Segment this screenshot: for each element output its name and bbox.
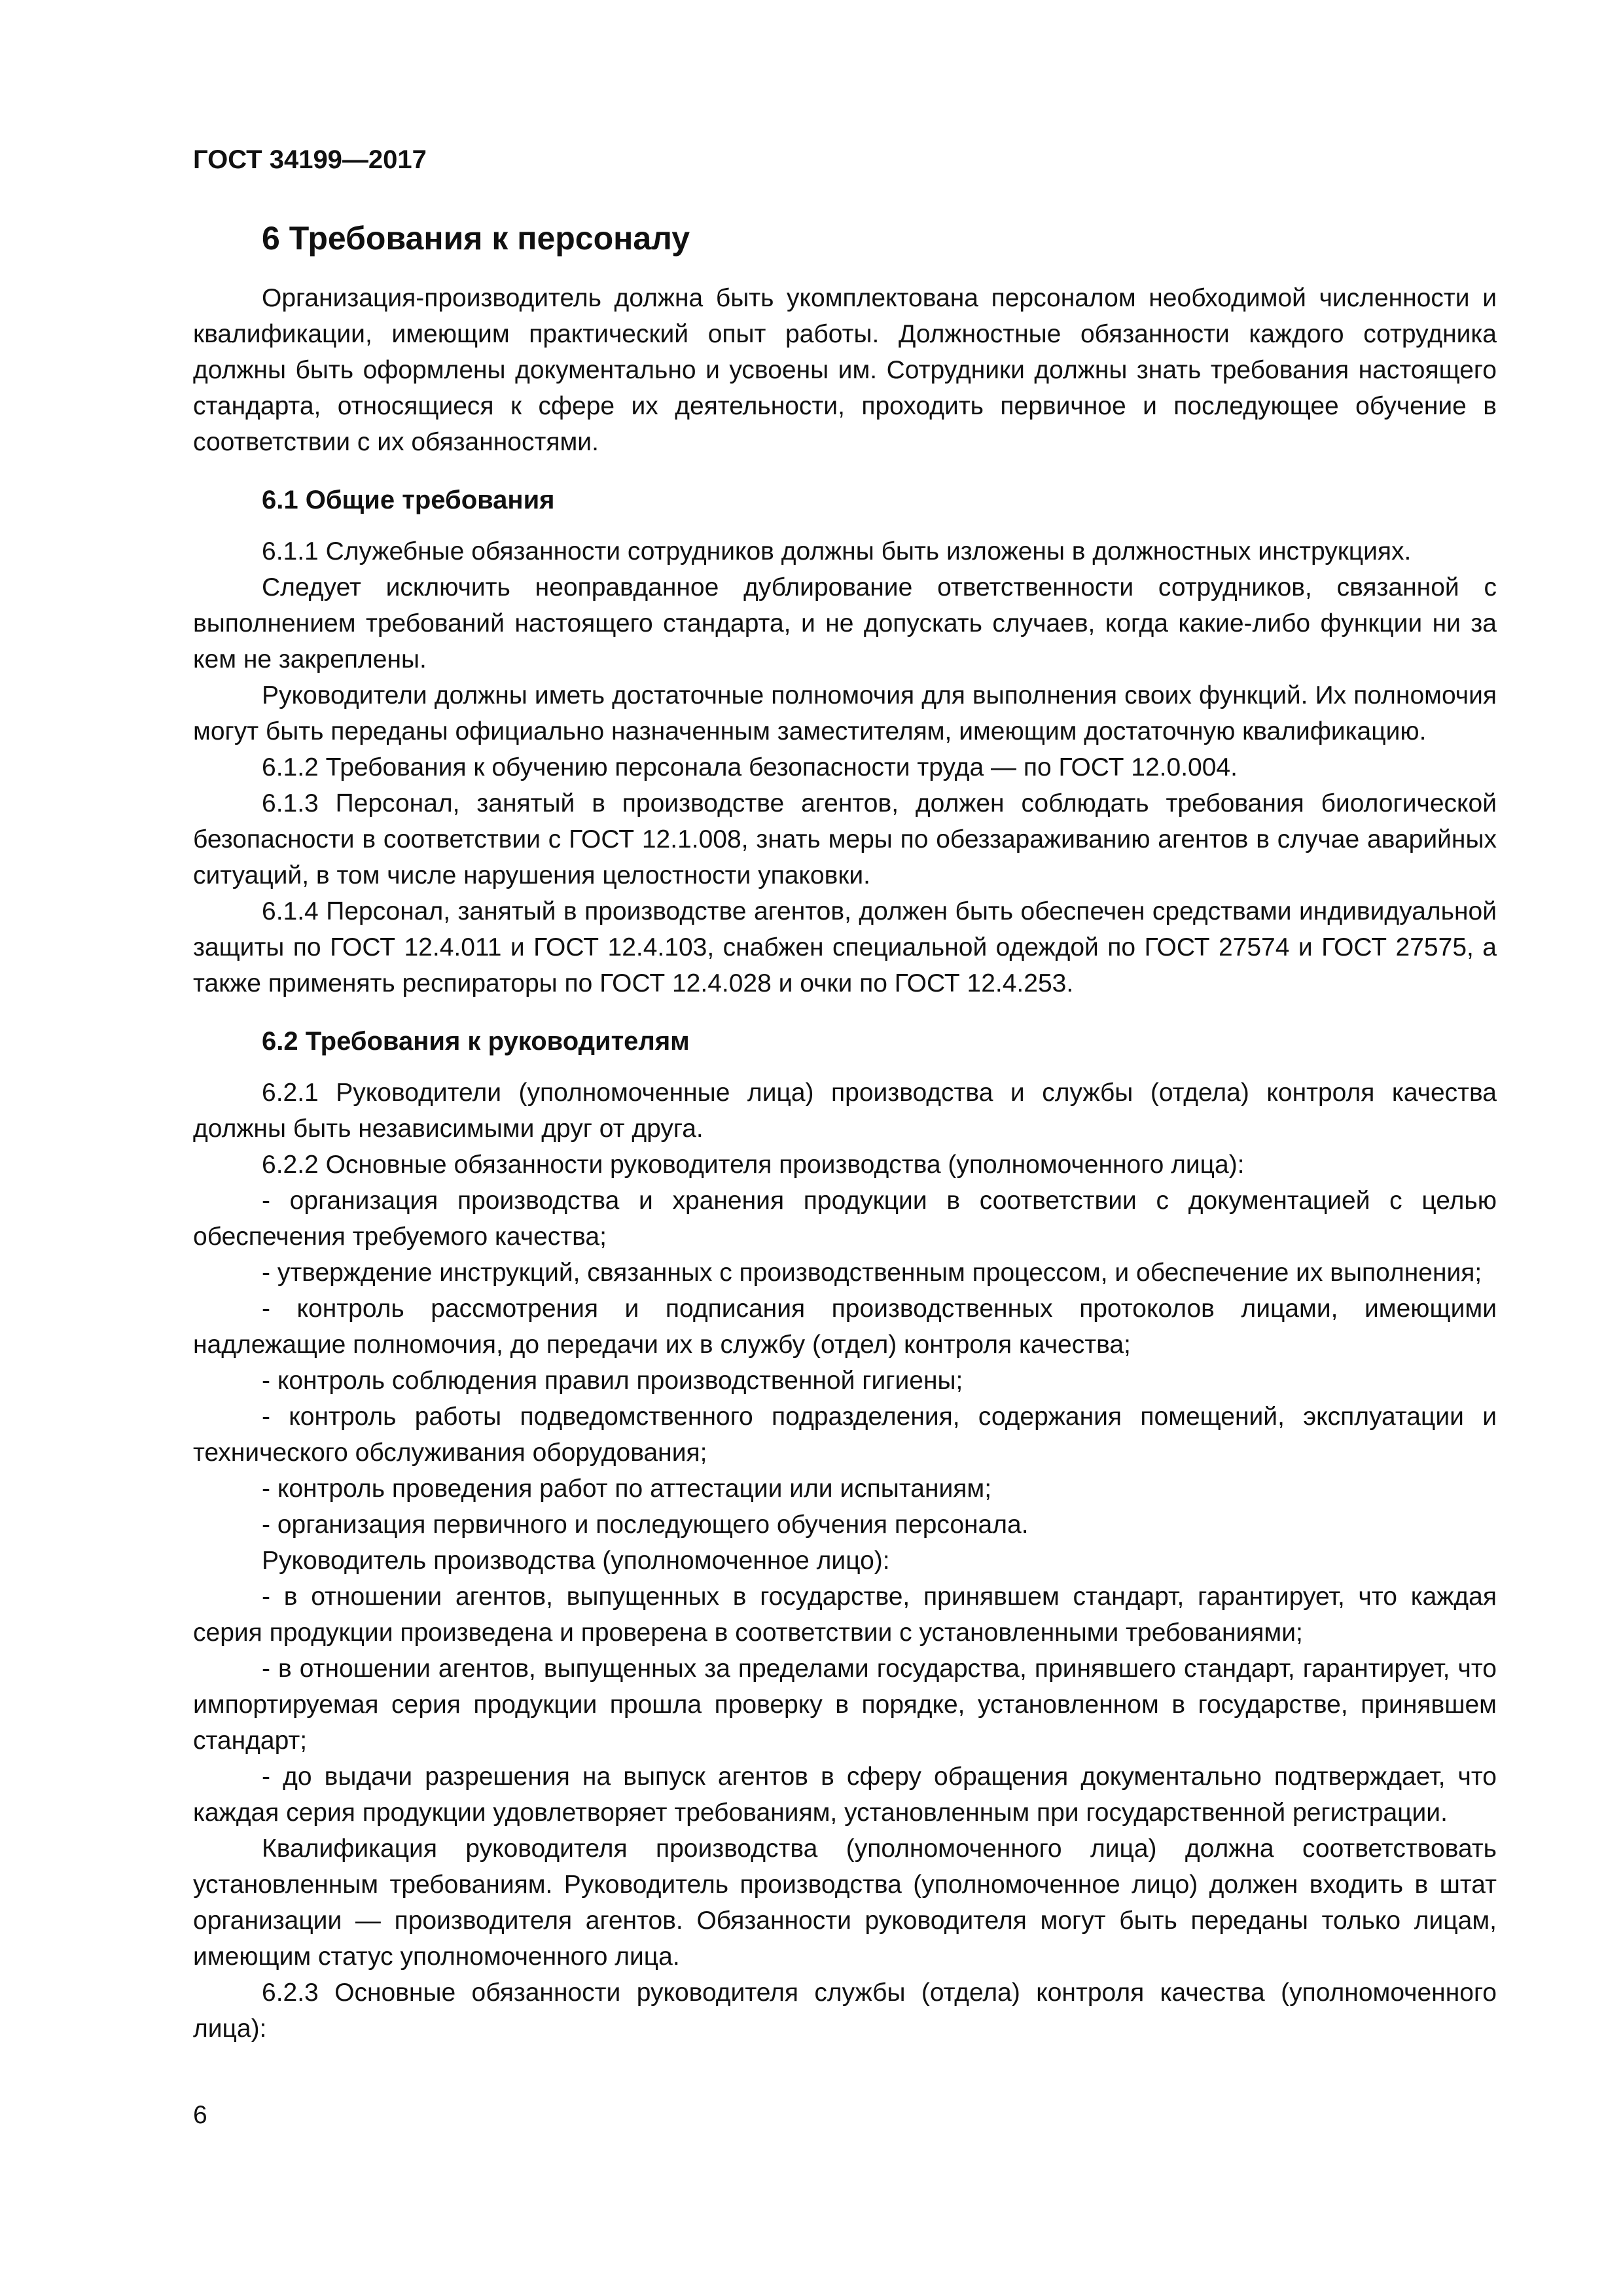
paragraph: 6.1.3 Персонал, занятый в производстве агентов, должен соблюдать требования биологической безопасности в соответствии с ГОСТ 12.1.008, знать меры по обеззараживанию агентов в случае аварийных ситуаций, в том числе нарушения целостности упаковки. — [193, 789, 1497, 889]
list-item: - организация первичного и последующего обучения персонала. — [262, 1511, 1029, 1539]
section-intro-paragraph: Организация-производитель должна быть укомплектована персоналом необходимой численности и квалификации, имеющим практический опыт работы. Должностные обязанности каждого сотрудника должны быть оформлены документально и усвоены им. Сотрудники должны знать требования настоящего стандарта, относящиеся к сфере их деятельности, проходить первичное и последующее обучение в соответствии с их обязанностями. — [193, 284, 1497, 456]
list-item: - контроль соблюдения правил производственной гигиены; — [262, 1367, 963, 1395]
paragraph: Руководители должны иметь достаточные полномочия для выполнения своих функций. Их полномочия могут быть переданы официально назначенным заместителям, имеющим достаточную квалификацию. — [193, 681, 1497, 745]
paragraph: 6.1.1 Служебные обязанности сотрудников должны быть изложены в должностных инструкциях. — [262, 537, 1412, 565]
list-item: - контроль работы подведомственного подразделения, содержания помещений, эксплуатации и технического обслуживания оборудования; — [193, 1403, 1497, 1467]
document-code: ГОСТ 34199—2017 — [193, 145, 427, 174]
list-item: - до выдачи разрешения на выпуск агентов в сферу обращения документально подтверждает, что каждая серия продукции удовлетворяет требованиям, установленным при государственной регистрации. — [193, 1763, 1497, 1827]
page-number: 6 — [193, 2101, 207, 2129]
list-item: - в отношении агентов, выпущенных в государстве, принявшем стандарт, гарантирует, что каждая серия продукции произведена и проверена в соответствии с установленными требованиями; — [193, 1583, 1497, 1647]
paragraph: 6.1.2 Требования к обучению персонала безопасности труда — по ГОСТ 12.0.004. — [262, 753, 1238, 781]
list-item: - в отношении агентов, выпущенных за пределами государства, принявшего стандарт, гарантирует, что импортируемая серия продукции прошла проверку в порядке, установленном в государстве, принявшем стандарт; — [193, 1655, 1497, 1755]
list-item: - утверждение инструкций, связанных с производственным процессом, и обеспечение их выполнения; — [262, 1259, 1482, 1287]
list-item: - организация производства и хранения продукции в соответствии с документацией с целью обеспечения требуемого качества; — [193, 1187, 1497, 1251]
paragraph: Руководитель производства (уполномоченное лицо): — [262, 1547, 890, 1575]
document-page — [193, 144, 1497, 2047]
list-item: - контроль проведения работ по аттестации или испытаниям; — [262, 1475, 992, 1503]
subsection-title-general: 6.1 Общие требования — [262, 486, 555, 514]
list-item: - контроль рассмотрения и подписания производственных протоколов лицами, имеющими надлежащие полномочия, до передачи их в службу (отдел) контроля качества; — [193, 1295, 1497, 1359]
paragraph: 6.2.3 Основные обязанности руководителя службы (отдела) контроля качества (уполномоченного лица): — [193, 1979, 1497, 2043]
paragraph: 6.1.4 Персонал, занятый в производстве агентов, должен быть обеспечен средствами индивидуальной защиты по ГОСТ 12.4.011 и ГОСТ 12.4.103, снабжен специальной одеждой по ГОСТ 27574 и ГОСТ 27575, а также применять респираторы по ГОСТ 12.4.028 и очки по ГОСТ 12.4.253. — [193, 897, 1497, 997]
section-title: 6 Требования к персоналу — [262, 220, 690, 257]
subsection-title-managers: 6.2 Требования к руководителям — [262, 1027, 690, 1056]
paragraph: 6.2.1 Руководители (уполномоченные лица) производства и службы (отдела) контроля качества должны быть независимыми друг от друга. — [193, 1079, 1497, 1143]
paragraph: Квалификация руководителя производства (уполномоченного лица) должна соответствовать установленным требованиям. Руководитель производства (уполномоченное лицо) должен входить в штат организации — производителя агентов. Обязанности руководителя могут быть переданы только лицам, имеющим статус уполномоченного лица. — [193, 1835, 1497, 1971]
paragraph: 6.2.2 Основные обязанности руководителя производства (уполномоченного лица): — [262, 1151, 1245, 1179]
paragraph: Следует исключить неоправданное дублирование ответственности сотрудников, связанной с выполнением требований настоящего стандарта, и не допускать случаев, когда какие-либо функции ни за кем не закреплены. — [193, 573, 1497, 673]
